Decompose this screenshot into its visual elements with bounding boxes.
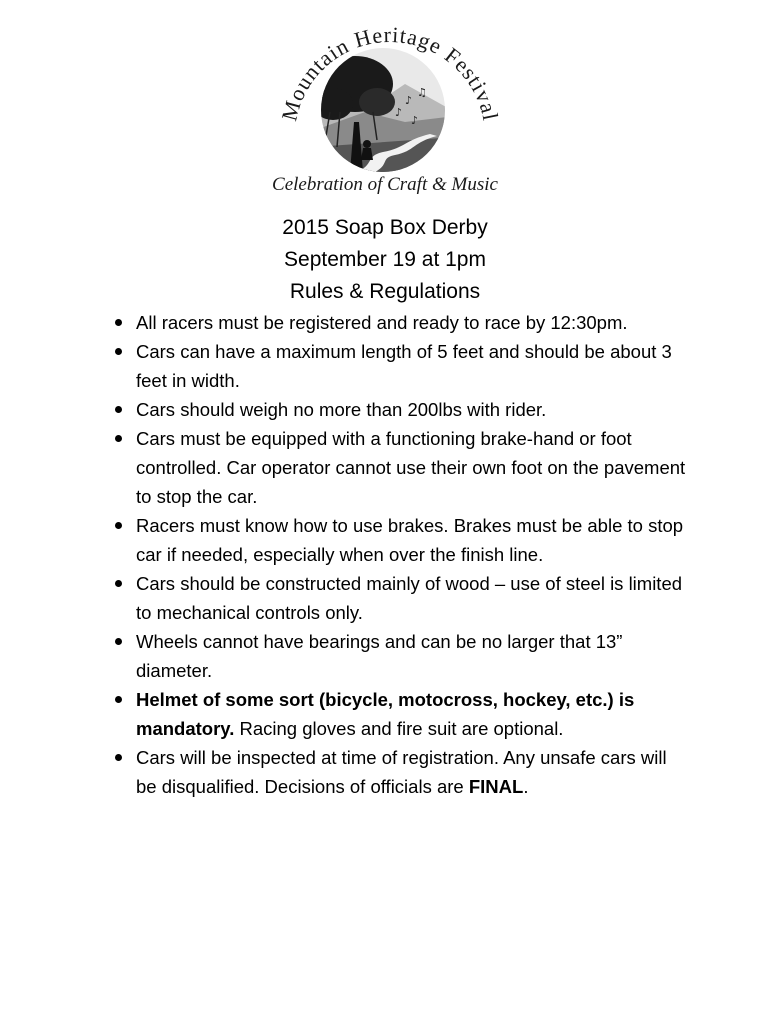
logo-tagline: Celebration of Craft & Music [272,174,498,195]
rule-item: Cars should be constructed mainly of wood – use of steel is limited to mechanical controls only. [110,569,690,627]
bullet-icon [115,435,122,442]
bullet-icon [115,522,122,529]
bullet-icon [115,580,122,587]
title-line-1: 2015 Soap Box Derby [282,216,488,239]
bullet-icon [115,638,122,645]
bullet-icon [115,319,122,326]
title-line-3: Rules & Regulations [289,280,481,303]
svg-text:♪: ♪ [405,94,413,107]
bullet-icon [115,754,122,761]
rule-item: Cars can have a maximum length of 5 feet and should be about 3 feet in width. [110,337,690,395]
bullet-icon [115,406,122,413]
svg-text:♪: ♪ [411,114,419,127]
helmet-rule-bold: Helmet of some sort (bicycle, motocross, hockey, etc.) is mandatory. [136,689,635,739]
rule-item: Helmet of some sort (bicycle, motocross, hockey, etc.) is mandatory. Racing gloves and fire suit are optional. [110,685,690,743]
rule-item: Cars should weigh no more than 200lbs with rider. [110,395,690,424]
final-bold: FINAL [468,776,524,797]
svg-text:♫: ♫ [417,86,427,99]
logo-name-arc: Mountain Heritage Festival [276,21,504,124]
rule-item: All racers must be registered and ready to race by 12:30pm. [110,308,690,337]
svg-text:♪: ♪ [395,106,403,119]
bullet-icon [115,348,122,355]
title-line-2: September 19 at 1pm [284,248,486,271]
bullet-icon [115,696,122,703]
rule-item: Wheels cannot have bearings and can be no larger that 13” diameter. [110,627,690,685]
rule-item: Racers must know how to use brakes. Brakes must be able to stop car if needed, especially when over the finish line. [110,511,690,569]
rules-list [110,308,690,801]
festival-logo [255,12,515,202]
rule-item: Cars will be inspected at time of registration. Any unsafe cars will be disqualified. Decisions of officials are FINAL. [110,743,690,801]
rule-item: Cars must be equipped with a functioning brake-hand or foot controlled. Car operator cannot use their own foot on the pavement to stop the car. [110,424,690,511]
